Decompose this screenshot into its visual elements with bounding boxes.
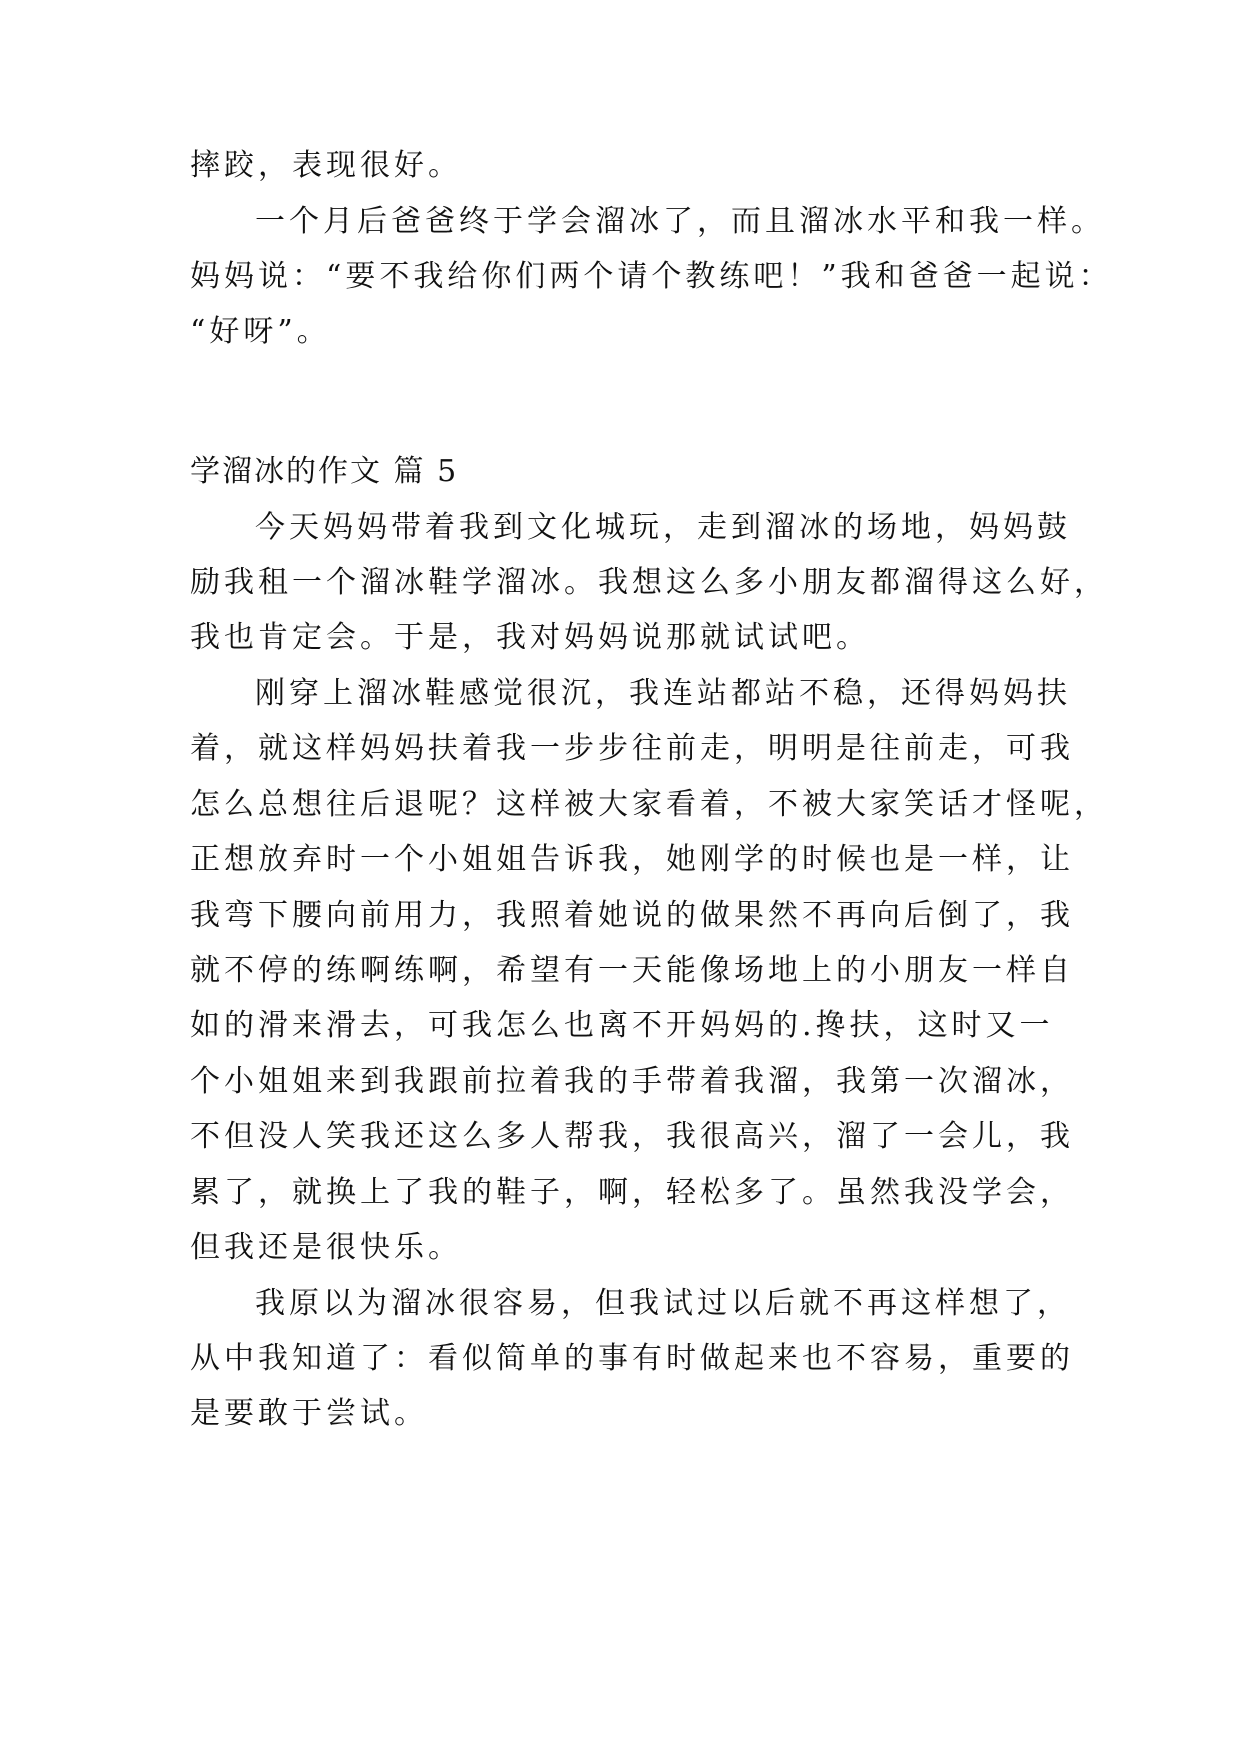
paragraph-line: 我原以为溜冰很容易，但我试过以后就不再这样想了，: [255, 1286, 1071, 1321]
paragraph-line: 着，就这样妈妈扶着我一步步往前走，明明是往前走，可我: [190, 731, 1074, 766]
paragraph-line: 是要敢于尝试。: [190, 1396, 428, 1431]
paragraph-line: 个小姐姐来到我跟前拉着我的手带着我溜，我第一次溜冰，: [190, 1064, 1074, 1099]
paragraph-line: 刚穿上溜冰鞋感觉很沉，我连站都站不稳，还得妈妈扶: [255, 676, 1071, 711]
paragraph-line: 今天妈妈带着我到文化城玩，走到溜冰的场地，妈妈鼓: [255, 510, 1071, 545]
paragraph-line: 我也肯定会。于是，我对妈妈说那就试试吧。: [190, 620, 870, 655]
paragraph-line: 摔跤，表现很好。: [190, 148, 462, 183]
paragraph-line: 如的滑来滑去，可我怎么也离不开妈妈的.搀扶，这时又一: [190, 1008, 1054, 1043]
paragraph-line: 一个月后爸爸终于学会溜冰了，而且溜冰水平和我一样。: [255, 204, 1105, 239]
paragraph-line: 正想放弃时一个小姐姐告诉我，她刚学的时候也是一样，让: [190, 842, 1074, 877]
paragraph-line: 我弯下腰向前用力，我照着她说的做果然不再向后倒了，我: [190, 898, 1074, 933]
section-heading: 学溜冰的作文 篇 5: [190, 454, 459, 489]
paragraph-line: 从中我知道了：看似简单的事有时做起来也不容易，重要的: [190, 1341, 1074, 1376]
paragraph-line: “好呀”。: [190, 314, 331, 349]
paragraph-line: 怎么总想往后退呢？这样被大家看着，不被大家笑话才怪呢，: [190, 787, 1108, 822]
paragraph-line: 不但没人笑我还这么多人帮我，我很高兴，溜了一会儿，我: [190, 1119, 1074, 1154]
paragraph-line: 就不停的练啊练啊，希望有一天能像场地上的小朋友一样自: [190, 953, 1074, 988]
paragraph-line: 但我还是很快乐。: [190, 1230, 462, 1265]
paragraph-line: 妈妈说：“要不我给你们两个请个教练吧！”我和爸爸一起说：: [190, 259, 1113, 294]
paragraph-line: 累了，就换上了我的鞋子，啊，轻松多了。虽然我没学会，: [190, 1175, 1074, 1210]
paragraph-line: 励我租一个溜冰鞋学溜冰。我想这么多小朋友都溜得这么好，: [190, 565, 1108, 600]
